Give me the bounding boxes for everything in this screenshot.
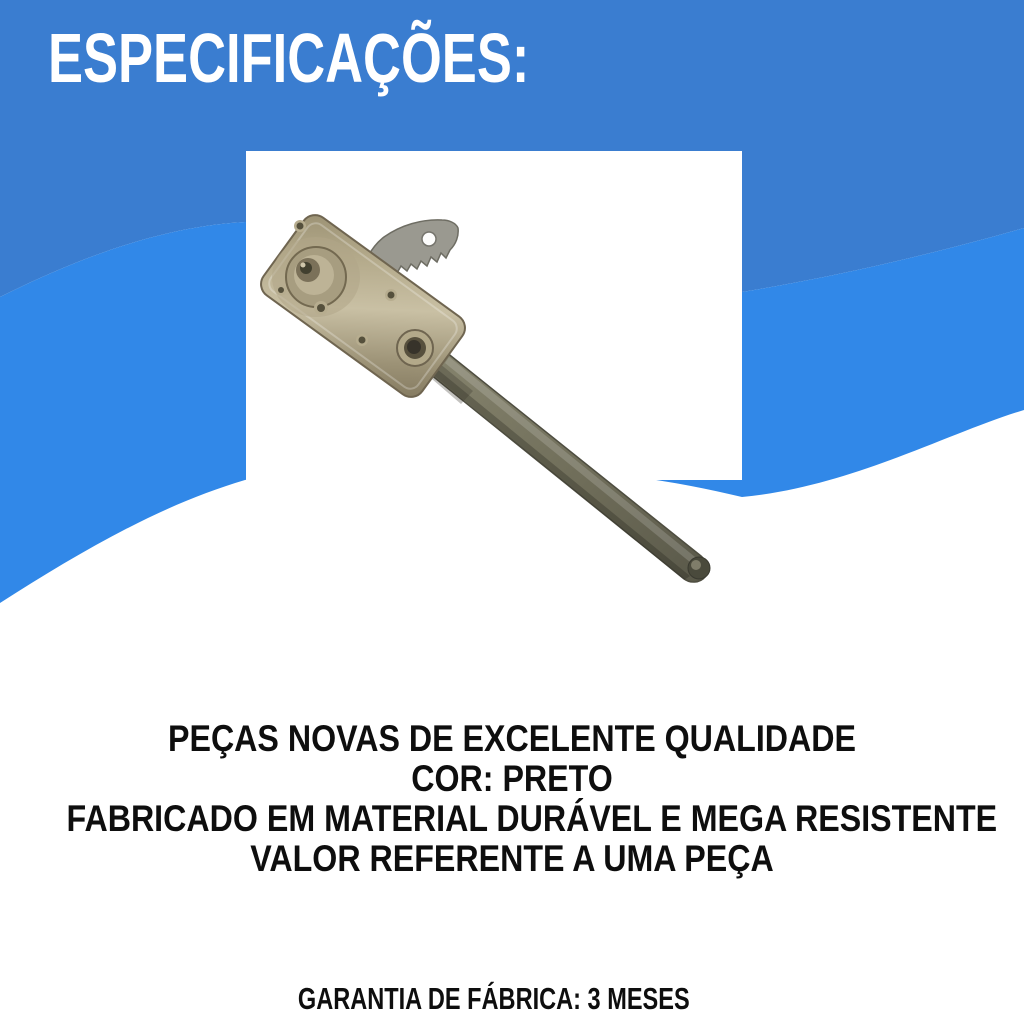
page-title: ESPECIFICAÇÕES: — [48, 19, 530, 97]
spec-line-quality: PEÇAS NOVAS DE EXCELENTE QUALIDADE — [167, 718, 857, 759]
warranty-label: GARANTIA DE FÁBRICA: 3 MESES — [298, 981, 690, 1016]
sector-gear-hole — [422, 232, 436, 246]
warranty-text — [0, 983, 1006, 1014]
spec-text-block — [0, 719, 1024, 879]
spec-line-material: FABRICADO EM MATERIAL DURÁVEL E MEGA RESISTENTE — [66, 798, 998, 839]
arm-tip-pin-face — [691, 560, 701, 570]
spec-line-color: COR: PRETO — [411, 758, 613, 799]
spec-line-unit: VALOR REFERENTE A UMA PEÇA — [250, 838, 774, 879]
